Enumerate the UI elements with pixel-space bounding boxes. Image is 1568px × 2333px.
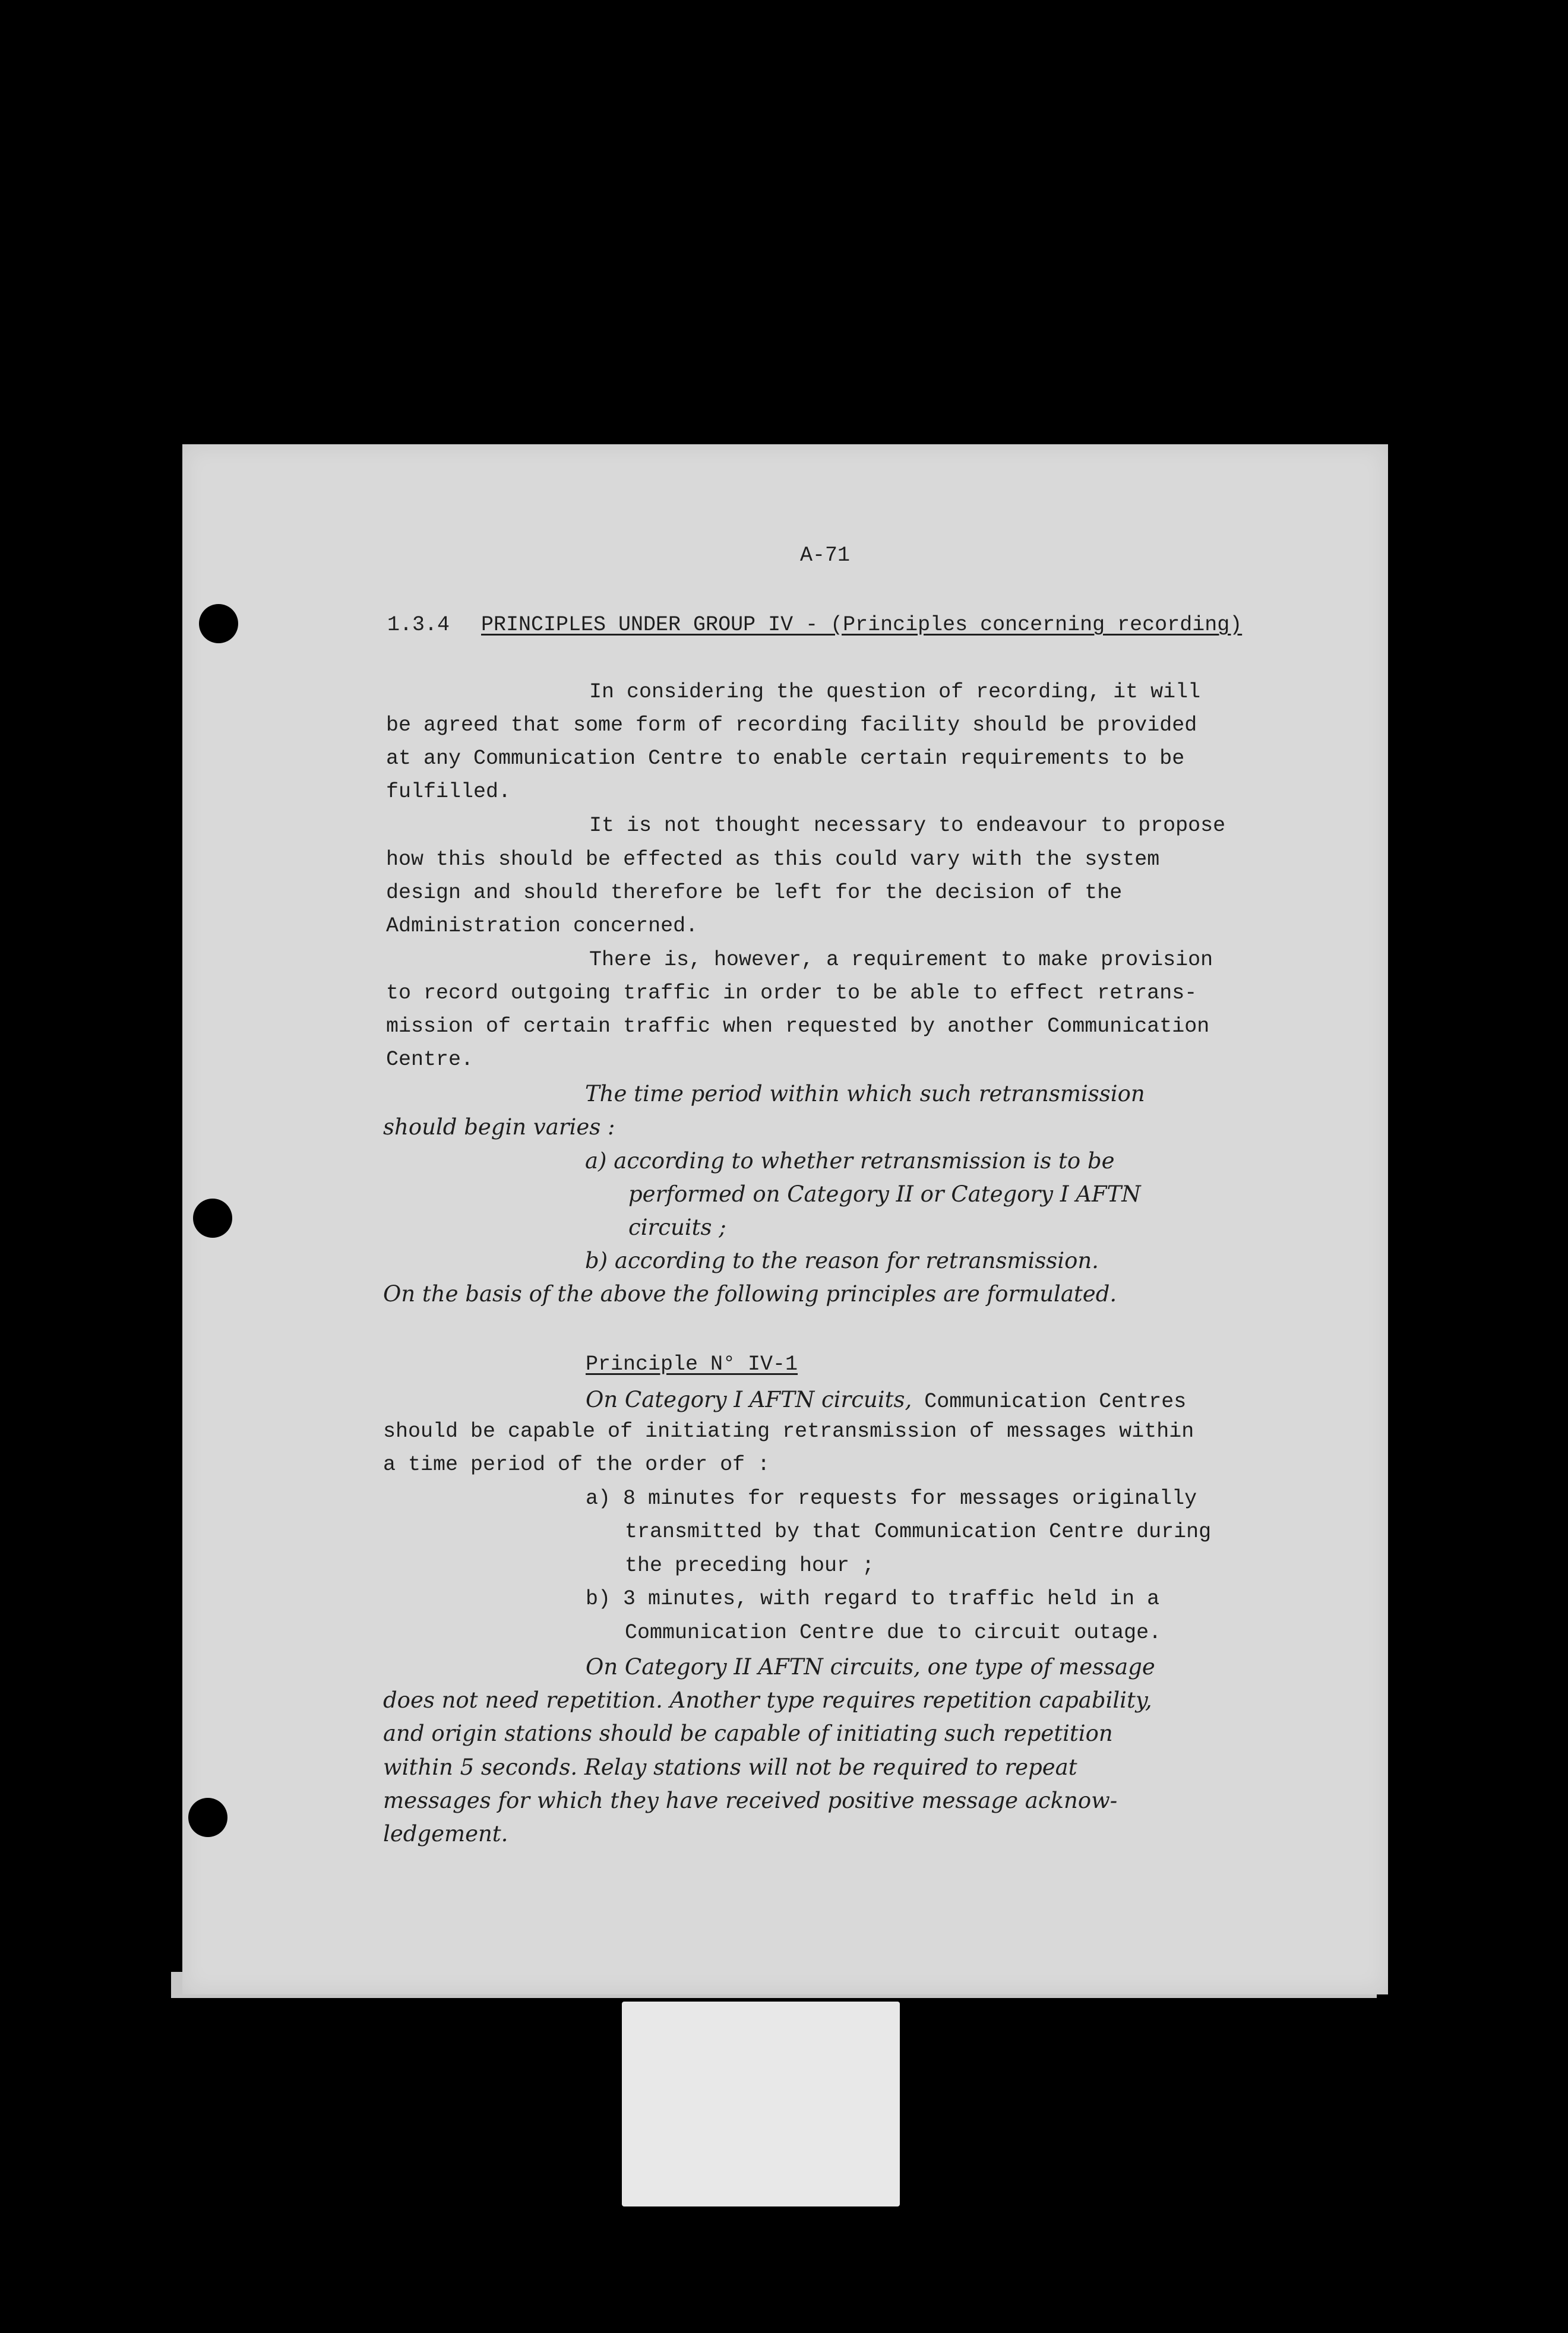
para2-line: Administration concerned. [386,914,698,938]
para4-line: The time period within which such retransmission [585,1081,1145,1107]
para3-line: There is, however, a requirement to make provision [589,948,1213,972]
para3-line: to record outgoing traffic in order to be able to effect retrans- [386,981,1197,1005]
section-number: 1.3.4 [387,613,450,637]
principle-intro-italic: On Category I AFTN circuits, [586,1387,912,1412]
para1-line: fulfilled. [386,780,511,804]
para3-line: Centre. [386,1048,474,1071]
cat2-line: within 5 seconds. Relay stations will not be required to repeat [383,1755,1077,1780]
para4-item: b) according to the reason for retransmission. [585,1248,1099,1273]
section-title: PRINCIPLES UNDER GROUP IV - (Principles concerning recording) [481,613,1243,637]
para1-line: be agreed that some form of recording facility should be provided [386,713,1197,737]
para1-line: In considering the question of recording, it will [589,680,1201,704]
para4-item: circuits ; [628,1215,726,1240]
punch-hole [188,1798,227,1837]
cat2-line: does not need repetition. Another type requires repetition capability, [383,1687,1152,1713]
blank-card [622,2002,900,2206]
principle-line: should be capable of initiating retransmission of messages within [383,1420,1194,1443]
cat2-line: On Category II AFTN circuits, one type of message [586,1654,1155,1680]
principle-item: Communication Centre due to circuit outage. [625,1621,1162,1645]
principle-line: a time period of the order of : [383,1453,770,1477]
cat2-line: and origin stations should be capable of initiating such repetition [383,1721,1113,1746]
cat2-line: ledgement. [383,1821,508,1847]
punch-hole [193,1199,232,1238]
para4-conclusion: On the basis of the above the following principles are formulated. [383,1281,1117,1307]
para1-line: at any Communication Centre to enable certain requirements to be [386,747,1185,770]
para3-line: mission of certain traffic when requested by another Communication [386,1014,1210,1038]
para2-line: It is not thought necessary to endeavour to propose [589,814,1226,837]
para2-line: design and should therefore be left for the decision of the [386,881,1123,905]
principle-title: Principle N° IV-1 [586,1352,798,1376]
principle-intro-rest: Communication Centres [912,1390,1187,1414]
para4-line: should begin varies : [383,1114,615,1140]
punch-hole [199,604,238,643]
principle-item: b) 3 minutes, with regard to traffic held in a [586,1587,1160,1611]
para2-line: how this should be effected as this could vary with the system [386,848,1160,871]
para4-item: a) according to whether retransmission is to be [585,1148,1115,1174]
principle-item: a) 8 minutes for requests for messages originally [586,1487,1197,1510]
principle-intro [586,1389,1186,1412]
principle-item: the preceding hour ; [625,1554,875,1578]
principle-item: transmitted by that Communication Centre during [625,1520,1212,1544]
cat2-line: messages for which they have received positive message acknow- [383,1788,1118,1813]
para4-item: performed on Category II or Category I AFTN [628,1181,1141,1207]
page-number: A-71 [800,543,851,567]
